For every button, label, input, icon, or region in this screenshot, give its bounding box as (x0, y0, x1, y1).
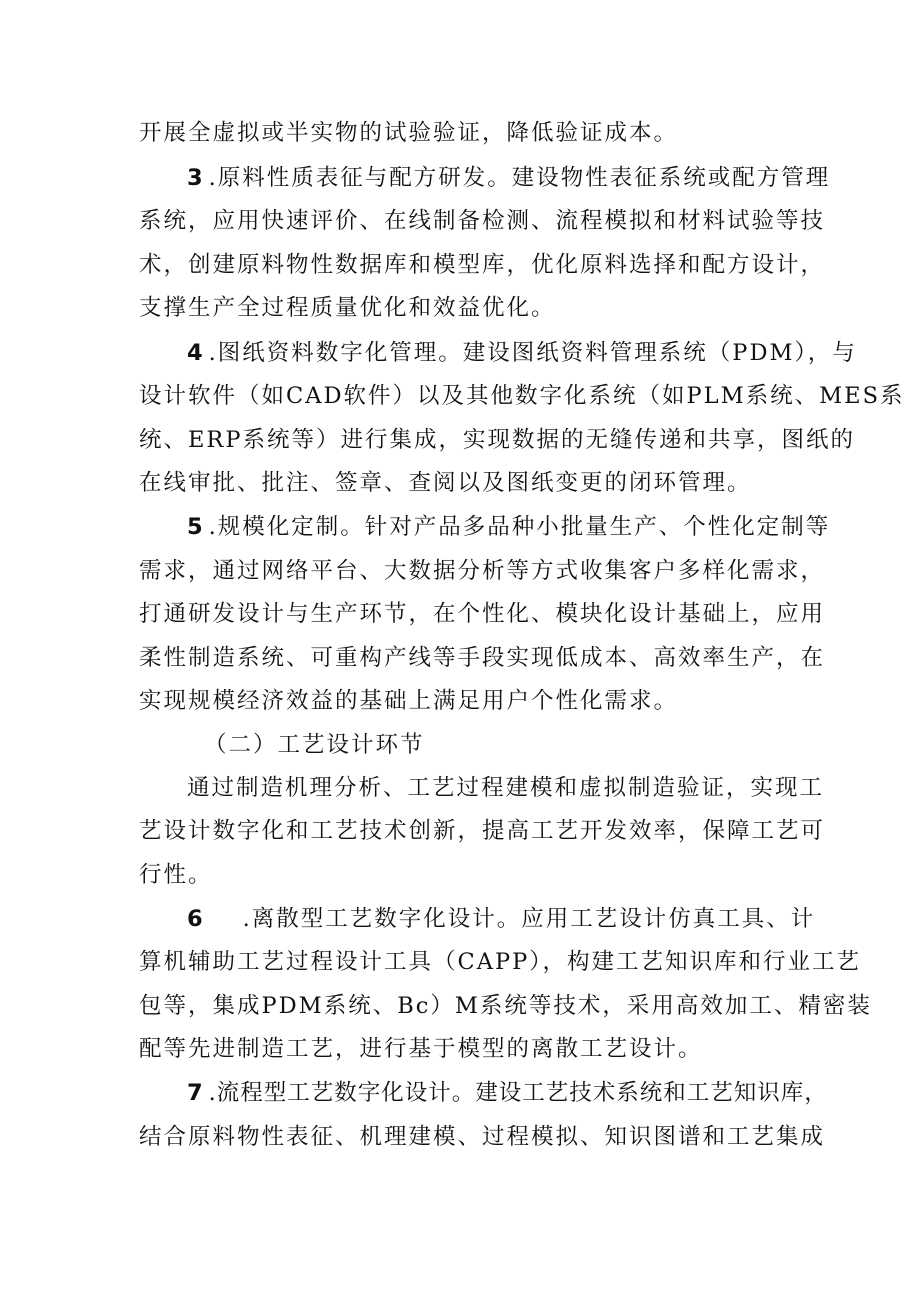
text-line: 开展全虚拟或半实物的试验验证，降低验证成本。 (139, 120, 679, 146)
text-line: 艺设计数字化和工艺技术创新，提高工艺开发效率，保障工艺可 (139, 818, 826, 844)
item-6-heading: 6 .离散型工艺数字化设计。应用工艺设计仿真工具、计 (187, 906, 816, 932)
item-7-heading: 7 .流程型工艺数字化设计。建设工艺技术系统和工艺知识库， (187, 1080, 828, 1106)
text-line: 需求，通过网络平台、大数据分析等方式收集客户多样化需求， (139, 558, 826, 584)
text-line: 结合原料物性表征、机理建模、过程模拟、知识图谱和工艺集成 (139, 1124, 826, 1150)
item-5-heading: 5 .规模化定制。针对产品多品种小批量生产、个性化定制等 (187, 514, 831, 540)
text-line: 打通研发设计与生产环节，在个性化、模块化设计基础上，应用 (139, 601, 826, 627)
item-number: 5 (187, 514, 205, 540)
item-3-heading: 3 .原料性质表征与配方研发。建设物性表征系统或配方管理 (187, 165, 831, 191)
text-line: 行性。 (139, 862, 213, 888)
text-line: 设计软件（如CAD软件）以及其他数字化系统（如PLM系统、MES系 (139, 383, 905, 409)
text-line: 通过制造机理分析、工艺过程建模和虚拟制造验证，实现工 (187, 775, 825, 801)
item-4-heading: 4 .图纸资料数字化管理。建设图纸资料管理系统（PDM），与 (187, 340, 857, 366)
section-heading: （二）工艺设计环节 (204, 732, 425, 758)
text-line: 统、ERP系统等）进行集成，实现数据的无缝传递和共享，图纸的 (139, 427, 856, 453)
text-line: 术，创建原料物性数据库和模型库，优化原料选择和配方设计， (139, 252, 826, 278)
text-line: 配等先进制造工艺，进行基于模型的离散工艺设计。 (139, 1036, 703, 1062)
item-number: 4 (187, 340, 205, 366)
item-number: 6 (187, 906, 205, 932)
item-number: 7 (187, 1080, 205, 1106)
text-line: 柔性制造系统、可重构产线等手段实现低成本、高效率生产，在 (139, 645, 826, 671)
text-line: 实现规模经济效益的基础上满足用户个性化需求。 (139, 688, 679, 714)
text-line: 包等，集成PDM系统、Bc）M系统等技术，采用高效加工、精密装 (139, 993, 872, 1019)
text-line: 支撑生产全过程质量优化和效益优化。 (139, 295, 556, 321)
text-line: 系统，应用快速评价、在线制备检测、流程模拟和材料试验等技 (139, 208, 826, 234)
text-line: 算机辅助工艺过程设计工具（CAPP），构建工艺知识库和行业工艺 (139, 949, 861, 975)
item-number: 3 (187, 165, 205, 191)
text-line: 在线审批、批注、签章、查阅以及图纸变更的闭环管理。 (139, 470, 752, 496)
